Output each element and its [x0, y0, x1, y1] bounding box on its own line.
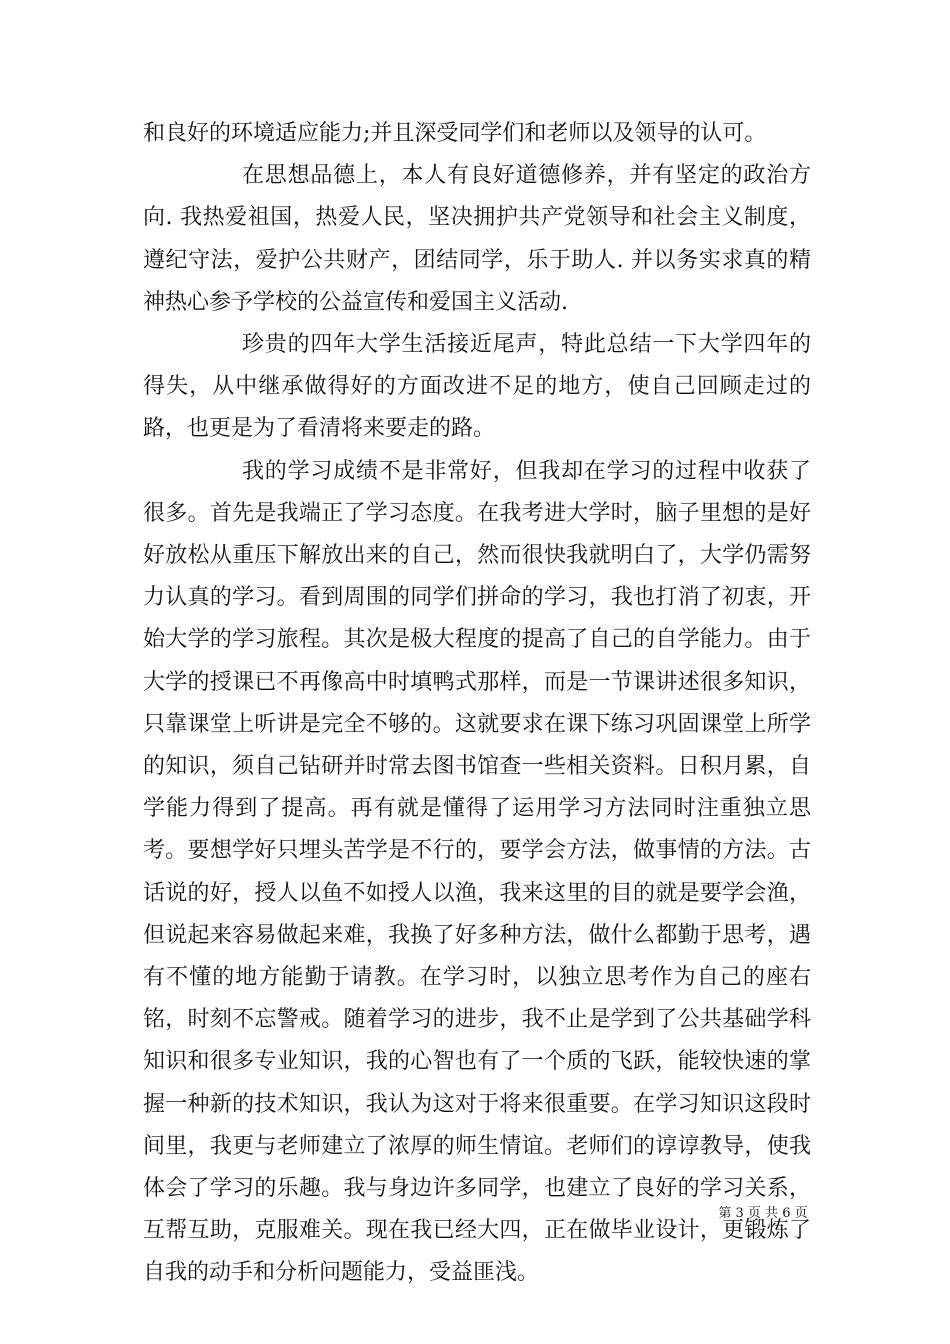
page-number: 第 3 页 共 6 页: [718, 1206, 808, 1221]
paragraph-continuation: 和良好的环境适应能力;并且深受同学们和老师以及领导的认可。: [143, 121, 767, 146]
body-text: [143, 113, 811, 1295]
paragraph-study-experience: 我的学习成绩不是非常好，但我却在学习的过程中收获了很多。首先是我端正了学习态度。在我考进大学时，脑子里想的是好好放松从重压下解放出来的自己，然而很快我就明白了，大学仍需努力认真的学习。看到周围的同学们拼命的学习，我也打消了初衷，开始大学的学习旅程。其次是极大程度的提高了自己的自学能力。由于大学的授课已不再像高中时填鸭式那样，而是一节课讲述很多知识，只靠课堂上听讲是完全不够的。这就要求在课下练习巩固课堂上所学的知识，须自己钻研并时常去图书馆查一些相关资料。日积月累，自学能力得到了提高。再有就是懂得了运用学习方法同时注重独立思考。要想学好只埋头苦学是不行的，要学会方法，做事情的方法。古话说的好，授人以鱼不如授人以渔，我来这里的目的就是要学会渔，但说起来容易做起来难，我换了好多种方法，做什么都勤于思考，遇有不懂的地方能勤于请教。在学习时，以独立思考作为自己的座右铭，时刻不忘警戒。随着学习的进步，我不止是学到了公共基础学科知识和很多专业知识，我的心智也有了一个质的飞跃，能较快速的掌握一种新的技术知识，我认为这对于将来很重要。在学习知识这段时间里，我更与老师建立了浓厚的师生情谊。老师们的谆谆教导，使我体会了学习的乐趣。我与身边许多同学，也建立了良好的学习关系，互帮互助，克服难关。现在我已经大四，正在做毕业设计，更锻炼了自我的动手和分析问题能力，受益匪浅。: [143, 458, 811, 1286]
paragraph-moral-character: 在思想品德上，本人有良好道德修养，并有坚定的政治方向. 我热爱祖国，热爱人民，坚决拥护共产党领导和社会主义制度，遵纪守法，爱护公共财产，团结同学，乐于助人. 并以务实求真的精神热心参予学校的公益宣传和爱国主义活动.: [143, 163, 811, 315]
paragraph-university-summary: 珍贵的四年大学生活接近尾声，特此总结一下大学四年的得失，从中继承做得好的方面改进不足的地方，使自己回顾走过的路，也更是为了看清将来要走的路。: [143, 332, 811, 442]
